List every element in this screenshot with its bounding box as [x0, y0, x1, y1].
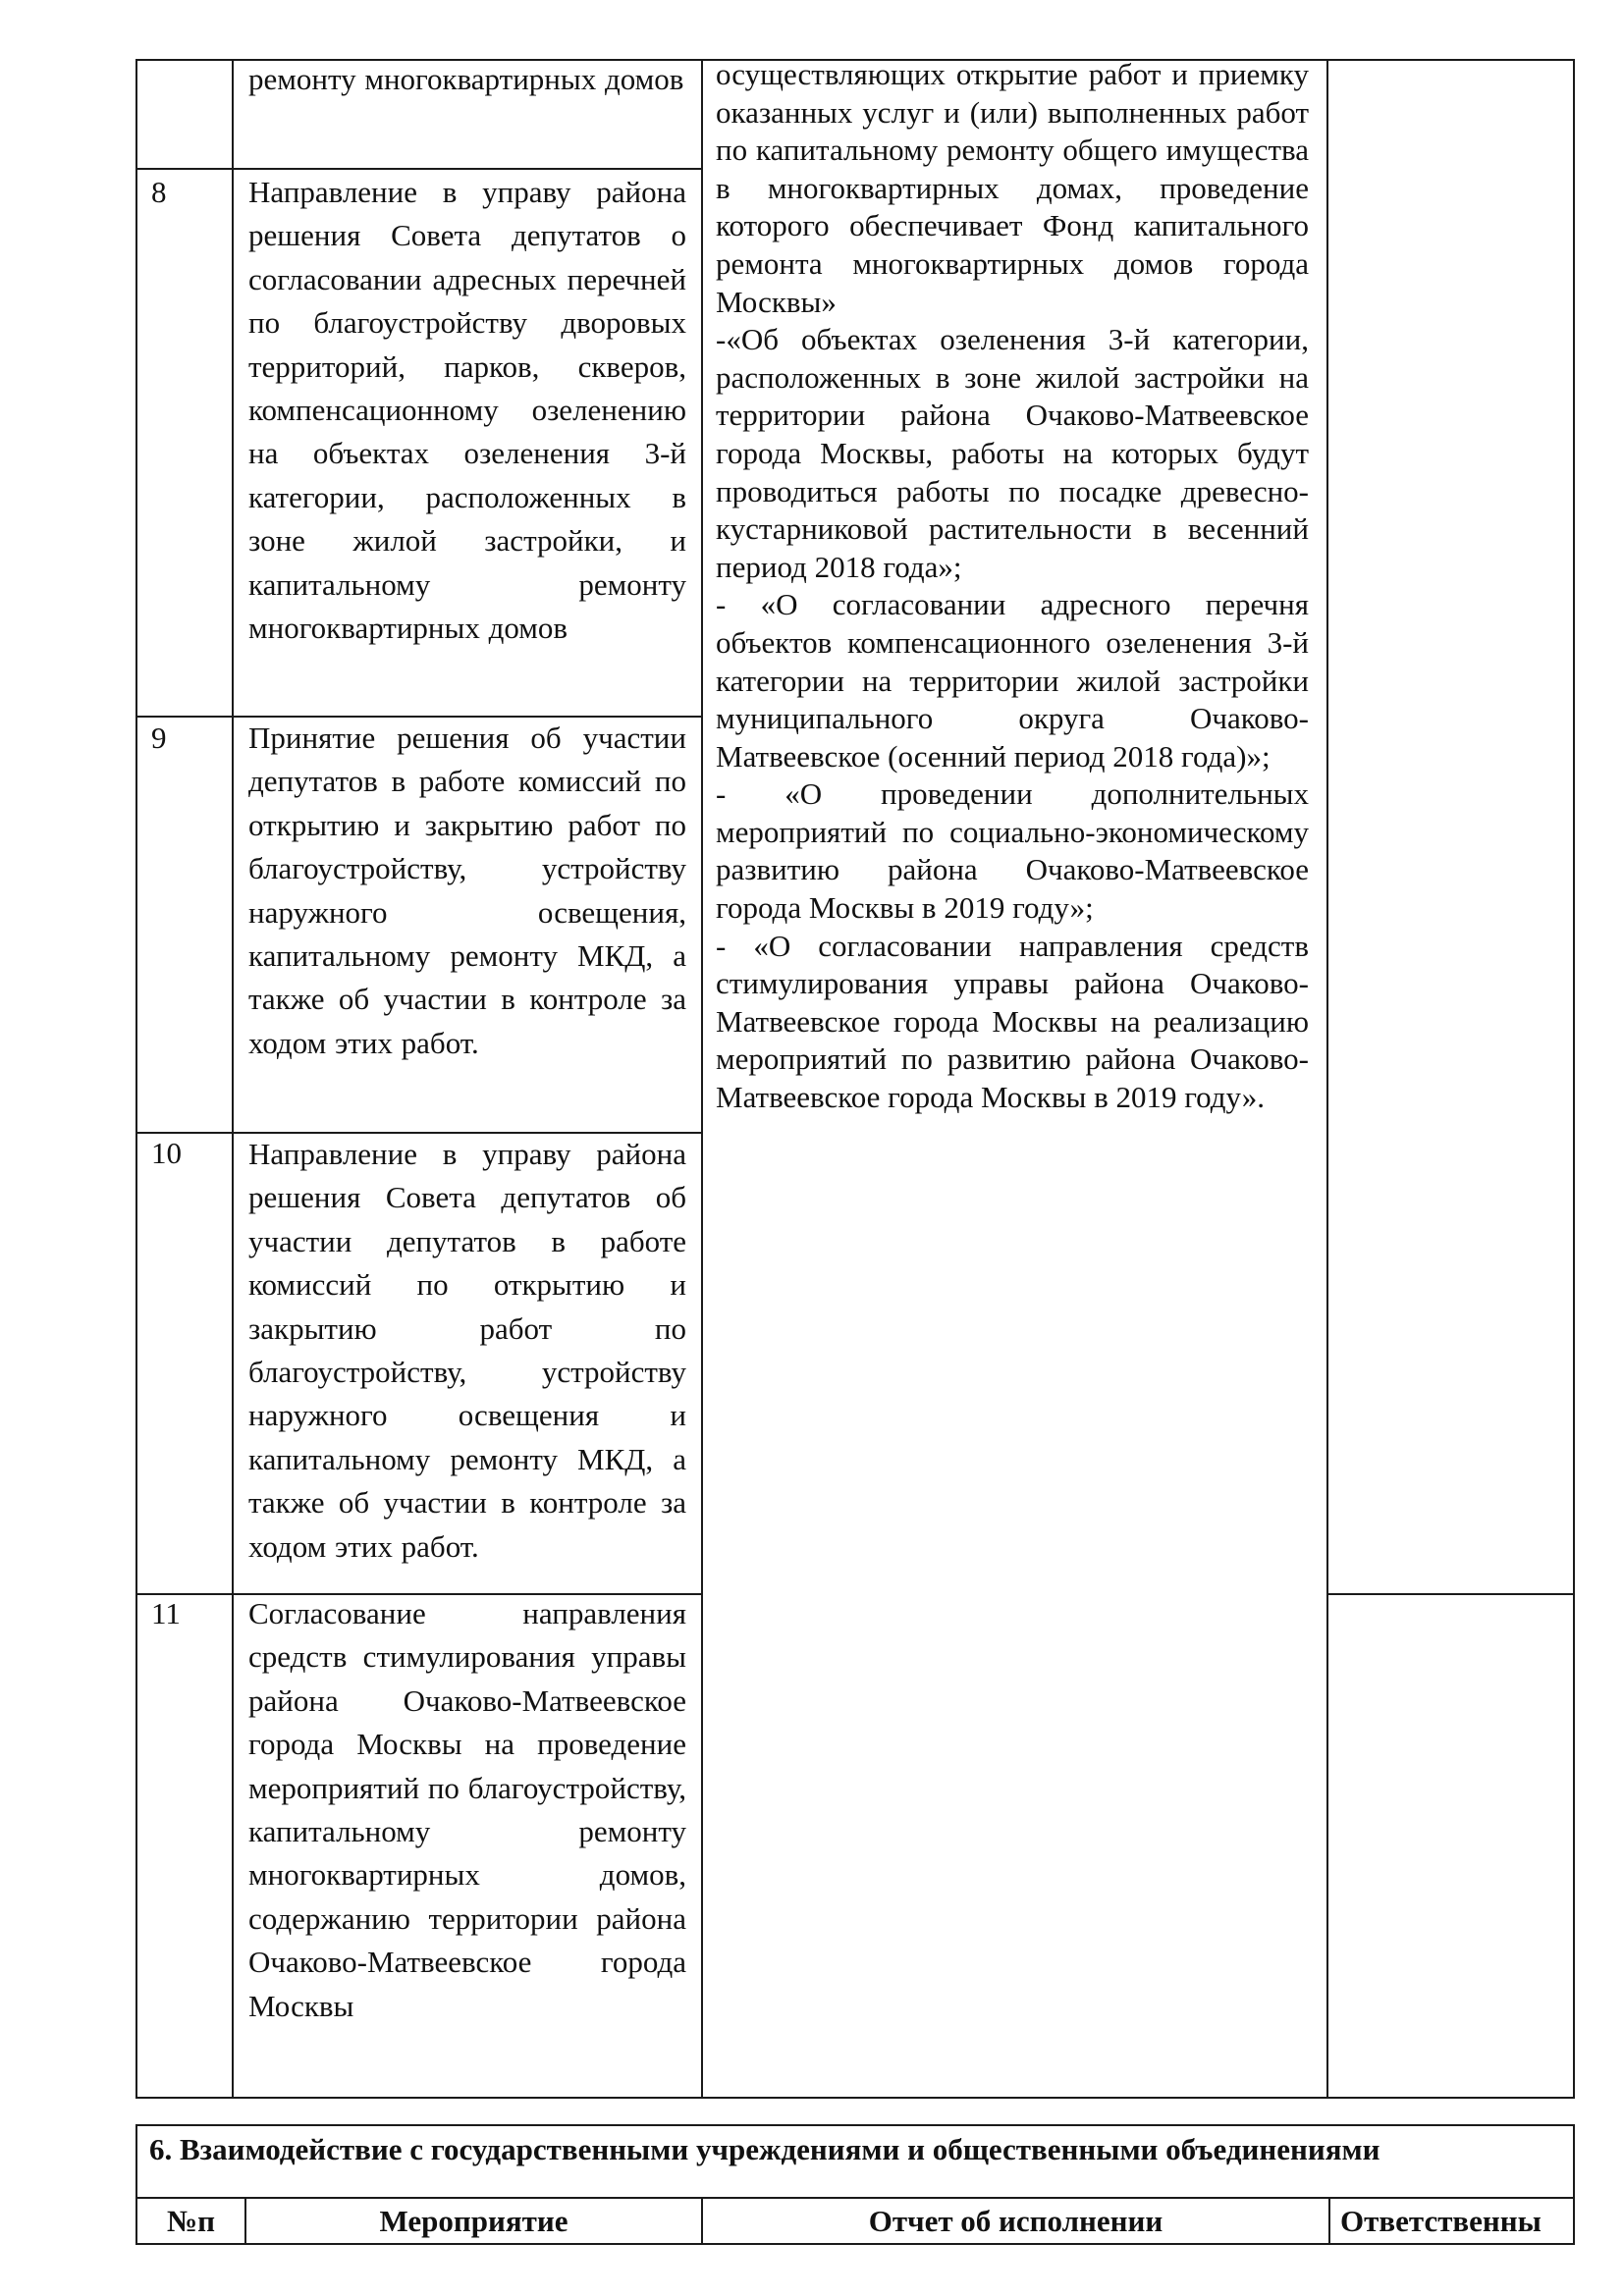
table-row-number: 9	[151, 721, 167, 755]
report-paragraph: - «О согласовании направления средств стимулирования управы района Очаково-Матвеевское города Москвы на реализацию мероприятий по развитию района Очаково-Матвеевское города Москвы в 2019 году».	[716, 928, 1309, 1115]
col-divider-report	[1326, 59, 1328, 2099]
column-header-num: №п	[166, 2204, 215, 2238]
table-border-bottom	[135, 2097, 1575, 2099]
column-header-report: Отчет об исполнении	[868, 2204, 1163, 2238]
row-divider	[135, 168, 701, 170]
report-paragraph: - «О согласовании адресного перечня объектов компенсационного озеленения 3-й категории на территории жилой застройки муниципального округа Очаково-Матвеевское (осенний период 2018 года)»;	[716, 587, 1309, 774]
report-cell	[716, 56, 1309, 1117]
report-paragraph: -«Об объектах озеленения 3-й категории, расположенных в зоне жилой застройки на территории района Очаково-Матвеевское города Москвы, работы на которых будут проводиться работы по посадке древесно-кустарниковой растительности в весенний период 2018 года»;	[716, 322, 1309, 584]
table-row-event-text: Направление в управу района решения Совета депутатов о согласовании адресных перечней по благоустройству дворовых территорий, парков, скверов, компенсационному озеленению на объектах озеленения 3-й категории, расположенных в зоне жилой застройки, и капитальному ремонту многоквартирных домов	[248, 175, 686, 646]
section6-border-bottom	[135, 2243, 1575, 2245]
row-divider-responsible	[1328, 1593, 1575, 1595]
column-header-event: Мероприятие	[379, 2204, 568, 2238]
table-border-right	[1573, 59, 1575, 2099]
table-row-event-text: Направление в управу района решения Совета депутатов об участии депутатов в работе комиссий по открытию и закрытию работ по благоустройству, устройству наружного освещения и капитальному ремонту МКД, а также об участии в контроле за ходом этих работ.	[248, 1137, 686, 1564]
section6-border-top	[135, 2124, 1575, 2126]
table-row-event-text: Принятие решения об участии депутатов в работе комиссий по открытию и закрытию работ по благоустройству, устройству наружного освещения, капитальному ремонту МКД, а также об участии в контроле за ходом этих работ.	[248, 721, 686, 1060]
section6-border-right	[1573, 2124, 1575, 2245]
table-row-event-text: ремонту многоквартирных домов	[248, 62, 684, 96]
table-row-number: 10	[151, 1136, 182, 1170]
section-title: 6. Взаимодействие с государственными учреждениями и общественными объединениями	[149, 2132, 1380, 2166]
section6-title-divider	[135, 2197, 1575, 2199]
table-row-number: 11	[151, 1596, 181, 1630]
table-row-number: 8	[151, 175, 167, 209]
column-header-responsible: Ответственны	[1340, 2204, 1542, 2238]
col-divider-event	[701, 59, 703, 2099]
col-divider-num	[232, 59, 234, 2099]
report-paragraph: осуществляющих открытие работ и приемку оказанных услуг и (или) выполненных работ по капитальному ремонту общего имущества в многоквартирных домах, проведение которого обеспечивает Фонд капитального ремонта многоквартирных домов города Москвы»	[716, 57, 1309, 319]
table-row-event-text: Согласование направления средств стимулирования управы района Очаково-Матвеевское города Москвы на проведение мероприятий по благоустройству, капитальному ремонту многоквартирных домов, содержанию территории района Очаково-Матвеевское города Москвы	[248, 1596, 686, 2023]
table-border-left	[135, 59, 137, 2099]
report-paragraph: - «О проведении дополнительных мероприятий по социально-экономическому развитию района Очаково-Матвеевское города Москвы в 2019 году»;	[716, 776, 1309, 926]
